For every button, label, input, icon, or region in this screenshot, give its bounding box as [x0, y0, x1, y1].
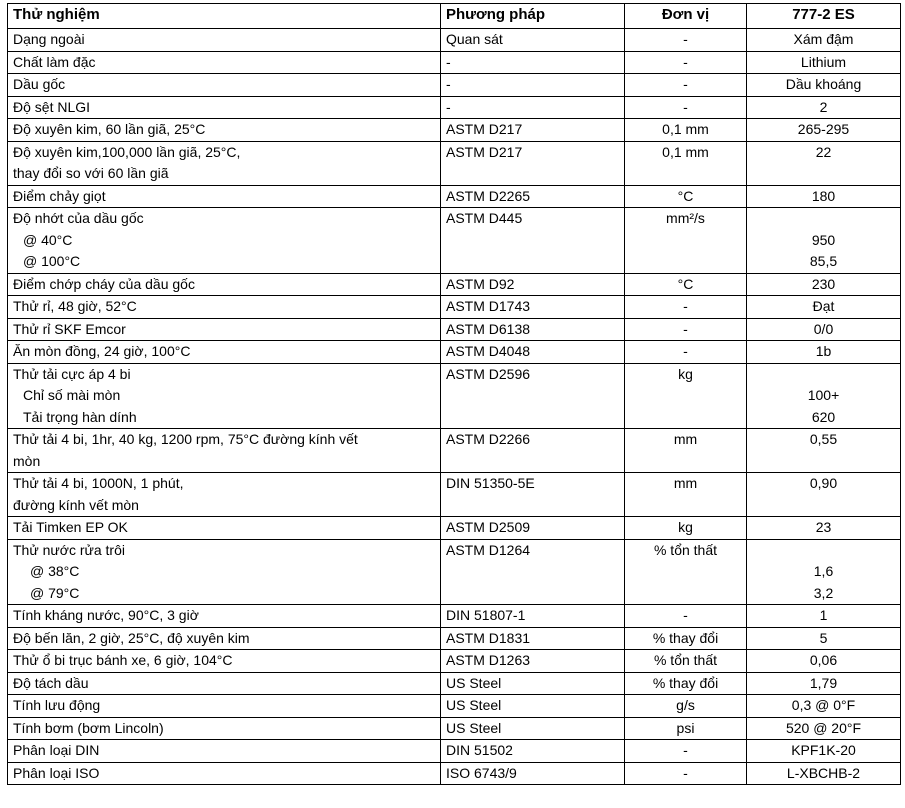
cell-value: 23	[747, 517, 901, 540]
cell-unit: 0,1 mm	[625, 119, 747, 142]
cell-unit: -	[625, 96, 747, 119]
cell-method: -	[441, 96, 625, 119]
cell-test-line: mòn	[13, 452, 41, 469]
cell-unit: -	[625, 605, 747, 628]
header-product: 777-2 ES	[747, 4, 901, 29]
cell-value: Đạt	[747, 296, 901, 319]
cell-test-line: Tải trọng hàn dính	[23, 408, 137, 425]
cell-test-line: Độ nhớt của dầu gốc	[13, 210, 144, 226]
cell-test: Phân loại ISO	[8, 762, 441, 785]
cell-unit: -	[625, 341, 747, 364]
table-row	[8, 605, 901, 628]
table-row	[8, 318, 901, 341]
cell-test-line: Độ xuyên kim,100,000 lần giã, 25°C,	[13, 143, 241, 160]
cell-value: 230	[747, 273, 901, 296]
cell-test: Ăn mòn đồng, 24 giờ, 100°C	[8, 341, 441, 364]
cell-value: 520 @ 20°F	[747, 717, 901, 740]
cell-method: ASTM D217	[441, 119, 625, 142]
cell-test: Độ tách dầu	[8, 672, 441, 695]
table-row	[8, 762, 901, 785]
table-row	[8, 429, 901, 473]
table-row	[8, 363, 901, 429]
table-row	[8, 29, 901, 52]
cell-value-line: 3,2	[813, 584, 834, 601]
cell-unit: kg	[625, 517, 747, 540]
cell-value-line	[752, 208, 895, 230]
cell-unit: -	[625, 318, 747, 341]
cell-value	[747, 539, 901, 605]
cell-value: Lithium	[747, 51, 901, 74]
cell-test: Chất làm đặc	[8, 51, 441, 74]
cell-method: DIN 51350-5E	[441, 473, 625, 517]
cell-test: Tải Timken EP OK	[8, 517, 441, 540]
cell-test-line: Thử tải cực áp 4 bi	[13, 365, 131, 382]
cell-test: Thử rỉ SKF Emcor	[8, 318, 441, 341]
cell-unit: -	[625, 740, 747, 763]
cell-method: ASTM D6138	[441, 318, 625, 341]
cell-test	[8, 473, 441, 517]
table-row	[8, 627, 901, 650]
table-row	[8, 717, 901, 740]
cell-value: KPF1K-20	[747, 740, 901, 763]
cell-test-line: @ 79°C	[30, 584, 80, 601]
cell-test-line: Chỉ số mài mòn	[23, 387, 121, 403]
cell-value: 1,79	[747, 672, 901, 695]
cell-method: -	[441, 74, 625, 97]
table-row	[8, 473, 901, 517]
cell-method: ASTM D2265	[441, 185, 625, 208]
cell-unit: mm²/s	[625, 208, 747, 274]
cell-test: Dạng ngoài	[8, 29, 441, 52]
cell-value-line: 950	[811, 231, 836, 248]
cell-value: 2	[747, 96, 901, 119]
cell-value	[747, 363, 901, 429]
cell-test-line: @ 38°C	[30, 563, 80, 579]
cell-test-line: đường kính vết mòn	[13, 496, 139, 513]
cell-unit: -	[625, 51, 747, 74]
cell-value-line: 1,6	[813, 563, 834, 579]
cell-value	[747, 208, 901, 274]
cell-method: ASTM D445	[441, 208, 625, 274]
cell-value-line: 85,5	[809, 253, 838, 269]
table-row	[8, 273, 901, 296]
cell-method: DIN 51807-1	[441, 605, 625, 628]
cell-unit: °C	[625, 185, 747, 208]
cell-value-line	[752, 540, 895, 562]
cell-test: Độ sệt NLGI	[8, 96, 441, 119]
cell-test: Phân loại DIN	[8, 740, 441, 763]
cell-unit: -	[625, 296, 747, 319]
cell-value: 0,06	[747, 650, 901, 673]
cell-unit: mm	[625, 429, 747, 473]
cell-method: DIN 51502	[441, 740, 625, 763]
cell-value: 5	[747, 627, 901, 650]
cell-method: ASTM D1743	[441, 296, 625, 319]
cell-test: Dầu gốc	[8, 74, 441, 97]
table-row	[8, 141, 901, 185]
cell-test-line: @ 100°C	[23, 253, 81, 269]
cell-value: Dầu khoáng	[747, 74, 901, 97]
cell-test: Tính bơm (bơm Lincoln)	[8, 717, 441, 740]
cell-value: 0,3 @ 0°F	[747, 695, 901, 718]
header-test: Thử nghiệm	[8, 4, 441, 29]
cell-value: 1b	[747, 341, 901, 364]
cell-test: Thử ổ bi trục bánh xe, 6 giờ, 104°C	[8, 650, 441, 673]
cell-value: 180	[747, 185, 901, 208]
cell-test-line: Thử tải 4 bi, 1000N, 1 phút,	[13, 475, 184, 491]
cell-test: Tính lưu động	[8, 695, 441, 718]
table-row	[8, 51, 901, 74]
cell-method: Quan sát	[441, 29, 625, 52]
cell-method: ASTM D4048	[441, 341, 625, 364]
cell-value: L-XBCHB-2	[747, 762, 901, 785]
cell-test: Độ bến lăn, 2 giờ, 25°C, độ xuyên kim	[8, 627, 441, 650]
header-unit: Đơn vị	[625, 4, 747, 29]
cell-method: ISO 6743/9	[441, 762, 625, 785]
table-row	[8, 517, 901, 540]
table-row	[8, 672, 901, 695]
cell-value: 0/0	[747, 318, 901, 341]
cell-method: ASTM D2509	[441, 517, 625, 540]
cell-method: ASTM D217	[441, 141, 625, 185]
cell-value-line: 620	[811, 408, 836, 425]
cell-test: Độ xuyên kim, 60 lần giã, 25°C	[8, 119, 441, 142]
cell-value: Xám đậm	[747, 29, 901, 52]
cell-method: -	[441, 51, 625, 74]
cell-method: ASTM D92	[441, 273, 625, 296]
table-row	[8, 695, 901, 718]
cell-method: US Steel	[441, 695, 625, 718]
cell-test	[8, 539, 441, 605]
cell-unit: % tổn thất	[625, 539, 747, 605]
cell-test: Thử rỉ, 48 giờ, 52°C	[8, 296, 441, 319]
cell-value: 265-295	[747, 119, 901, 142]
table-row	[8, 208, 901, 274]
grease-spec-table	[7, 3, 901, 785]
cell-method: ASTM D2596	[441, 363, 625, 429]
table-row	[8, 650, 901, 673]
cell-test: Điểm chớp cháy của dầu gốc	[8, 273, 441, 296]
cell-unit: psi	[625, 717, 747, 740]
cell-unit: % tổn thất	[625, 650, 747, 673]
cell-unit: -	[625, 762, 747, 785]
table-row	[8, 96, 901, 119]
cell-test	[8, 429, 441, 473]
cell-value: 1	[747, 605, 901, 628]
table-row	[8, 119, 901, 142]
cell-unit: °C	[625, 273, 747, 296]
table-row	[8, 74, 901, 97]
cell-test: Tính kháng nước, 90°C, 3 giờ	[8, 605, 441, 628]
cell-unit: -	[625, 29, 747, 52]
header-method: Phương pháp	[441, 4, 625, 29]
cell-test: Điểm chảy giọt	[8, 185, 441, 208]
table-row	[8, 296, 901, 319]
cell-method: US Steel	[441, 717, 625, 740]
cell-test-line: thay đổi so với 60 lần giã	[13, 165, 169, 181]
cell-test-line: @ 40°C	[23, 231, 73, 248]
cell-method: US Steel	[441, 672, 625, 695]
cell-test	[8, 208, 441, 274]
cell-test	[8, 141, 441, 185]
cell-value: 0,55	[747, 429, 901, 473]
table-row	[8, 185, 901, 208]
cell-unit: g/s	[625, 695, 747, 718]
table-body	[8, 29, 901, 785]
cell-method: ASTM D1831	[441, 627, 625, 650]
cell-unit: mm	[625, 473, 747, 517]
cell-test-line: Thử nước rửa trôi	[13, 541, 125, 558]
cell-test	[8, 363, 441, 429]
table-row	[8, 740, 901, 763]
table-row	[8, 341, 901, 364]
cell-unit: 0,1 mm	[625, 141, 747, 185]
cell-value-line	[752, 364, 895, 386]
cell-method: ASTM D2266	[441, 429, 625, 473]
cell-unit: -	[625, 74, 747, 97]
cell-unit: % thay đổi	[625, 672, 747, 695]
table-row	[8, 539, 901, 605]
cell-method: ASTM D1264	[441, 539, 625, 605]
cell-unit: kg	[625, 363, 747, 429]
cell-value: 0,90	[747, 473, 901, 517]
cell-unit: % thay đổi	[625, 627, 747, 650]
cell-method: ASTM D1263	[441, 650, 625, 673]
cell-value-line: 100+	[807, 387, 840, 403]
cell-test-line: Thử tải 4 bi, 1hr, 40 kg, 1200 rpm, 75°C đường kính vết	[13, 431, 358, 447]
cell-value: 22	[747, 141, 901, 185]
header-row	[8, 4, 901, 29]
